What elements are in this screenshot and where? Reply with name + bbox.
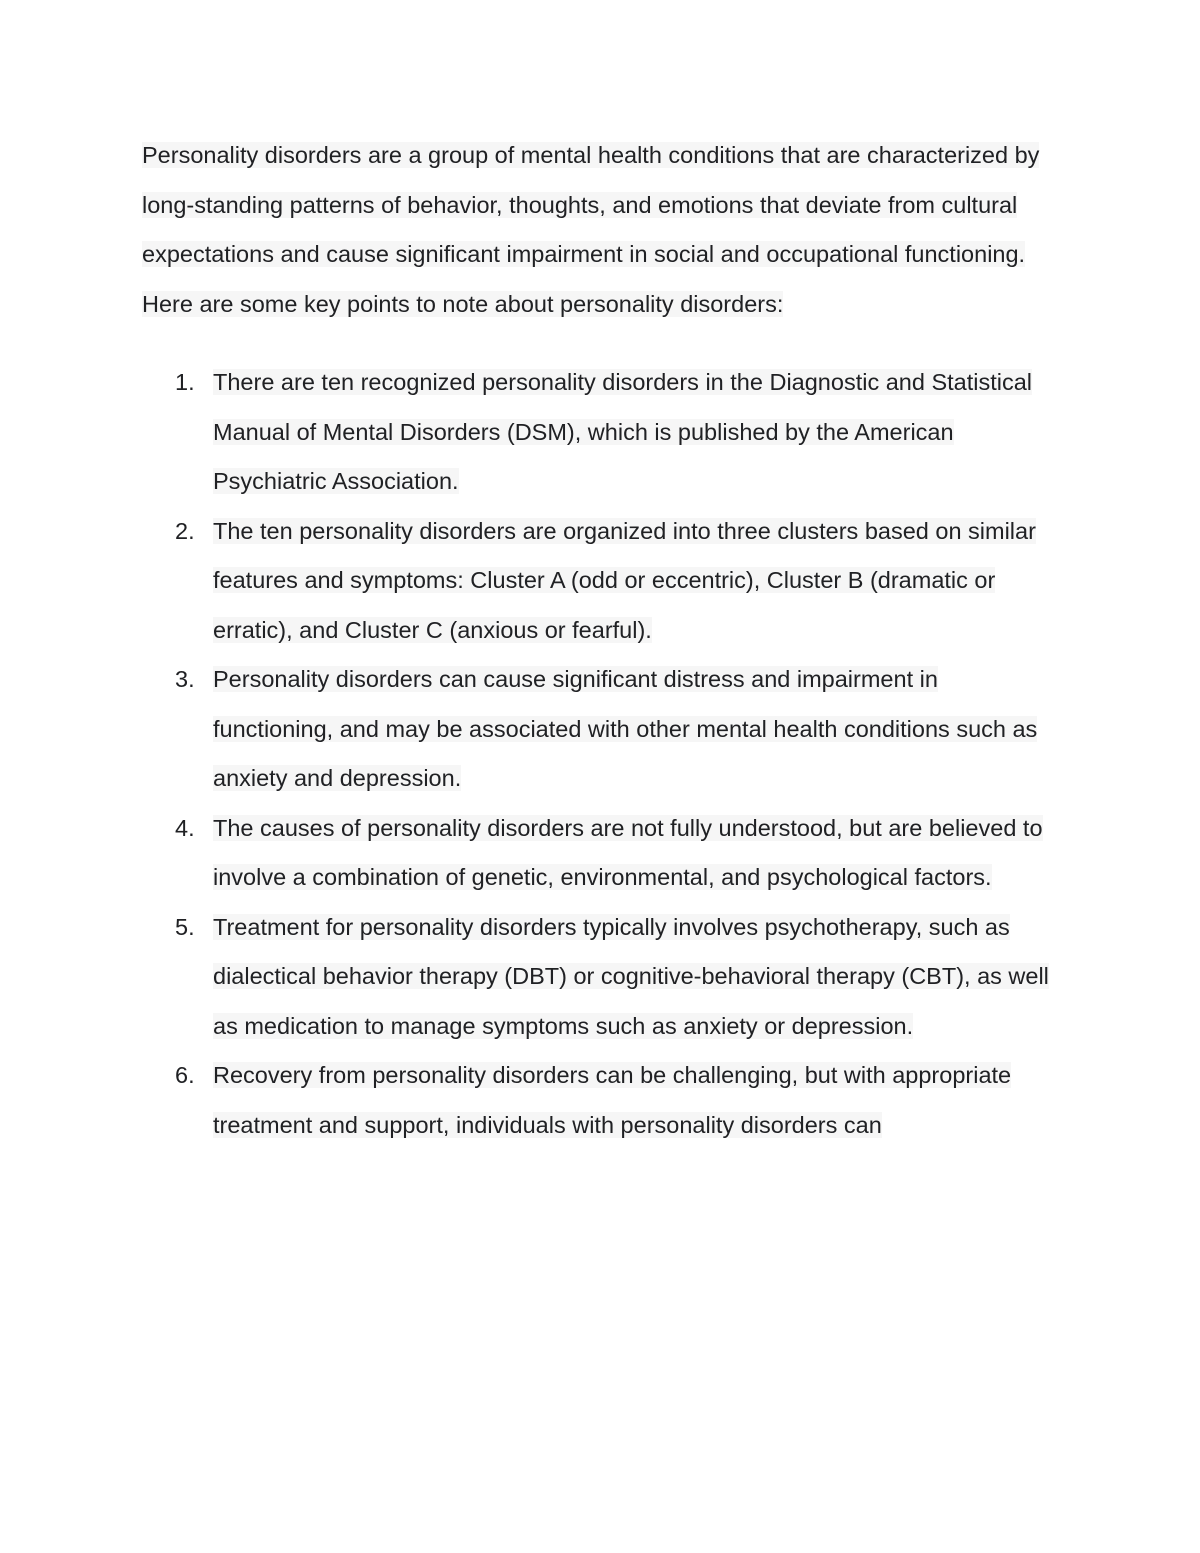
list-item (142, 903, 1057, 1052)
list-item (142, 1051, 1057, 1150)
list-item-text: The ten personality disorders are organized into three clusters based on similar features and symptoms: Cluster A (odd or eccentric), Cluster B (dramatic or erratic), and Cluster C (anxious or fearful). (213, 517, 1036, 643)
list-item-text: Personality disorders can cause significant distress and impairment in functioning, and may be associated with other mental health conditions such as anxiety and depression. (213, 666, 1038, 791)
list-item-text: Recovery from personality disorders can be challenging, but with appropriate treatment and support, individuals with personality disorders can (213, 1062, 1012, 1138)
intro-text: Personality disorders are a group of mental health conditions that are characterized by long-standing patterns of behavior, thoughts, and emotions that deviate from cultural expectations and cause significant impairment in social and occupational functioning. Here are some key points to note about personality disorders: (142, 142, 1040, 317)
intro-paragraph (142, 131, 1057, 329)
list-item-text: Treatment for personality disorders typically involves psychotherapy, such as dialectical behavior therapy (DBT) or cognitive-behavioral therapy (CBT), as well as medication to manage symptoms such as anxiety or depression. (213, 913, 1049, 1039)
list-item-text: There are ten recognized personality disorders in the Diagnostic and Statistical Manual of Mental Disorders (DSM), which is published by the American Psychiatric Association. (213, 369, 1033, 494)
document-body (142, 131, 1057, 1150)
list-item-text: The causes of personality disorders are not fully understood, but are believed to involve a combination of genetic, environmental, and psychological factors. (213, 814, 1043, 890)
list-item-number: 4. (175, 814, 195, 841)
list-item-number: 2. (175, 517, 195, 544)
list-item-number: 6. (175, 1062, 195, 1088)
list-item-number: 3. (175, 666, 195, 692)
list-item (142, 804, 1057, 903)
list-item-number: 5. (175, 913, 195, 940)
list-item (142, 358, 1057, 507)
list-item-number: 1. (175, 369, 195, 395)
list-item (142, 507, 1057, 656)
key-points-list (142, 358, 1057, 1150)
list-item (142, 655, 1057, 804)
